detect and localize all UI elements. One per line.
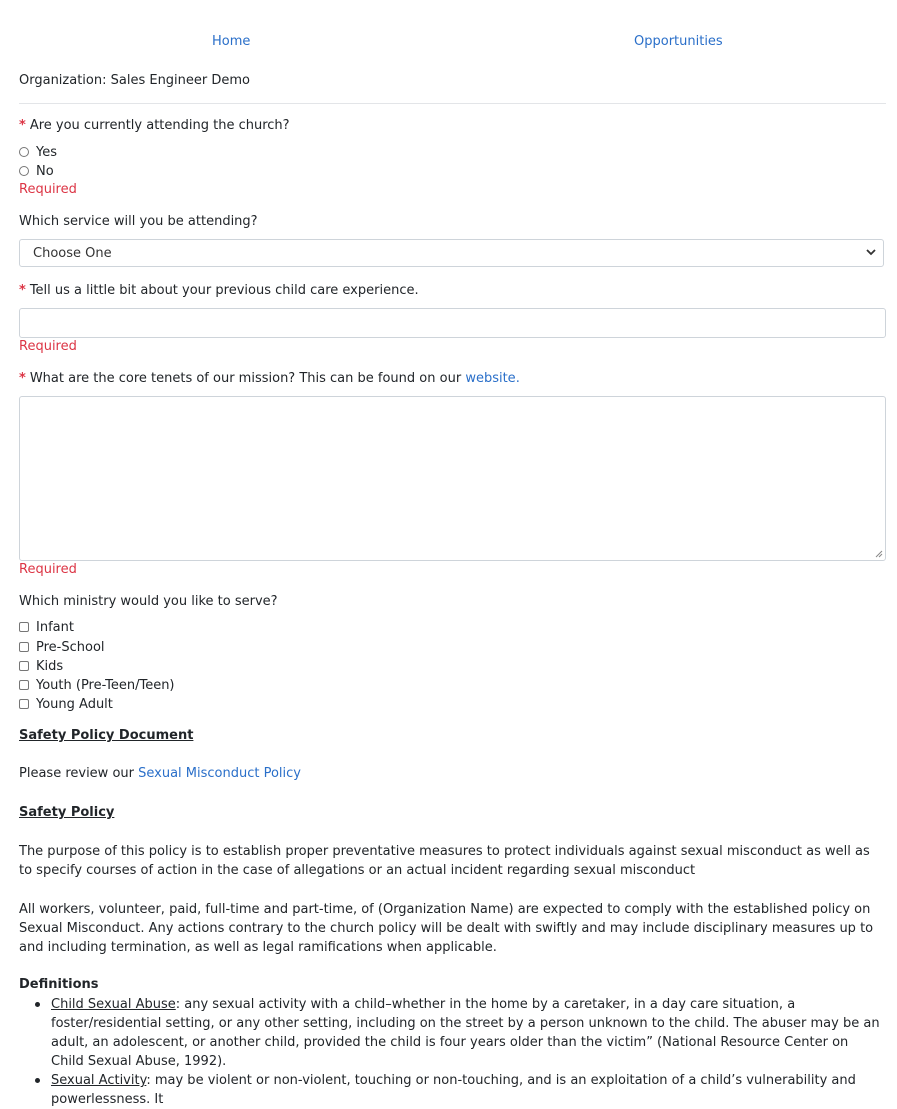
ministry-option-youth[interactable]: Youth (Pre-Teen/Teen)	[19, 676, 175, 694]
ministry-option-preschool[interactable]: Pre-School	[19, 638, 105, 656]
q1-label: * Are you currently attending the church?	[19, 118, 290, 133]
nav-opportunities-link[interactable]: Opportunities	[634, 34, 723, 49]
safety-policy-heading: Safety Policy	[19, 805, 115, 820]
q1-option-no[interactable]: No	[19, 162, 54, 180]
service-select-value: Choose One	[33, 245, 112, 261]
radio-yes[interactable]	[19, 147, 29, 157]
q2-label: Which service will you be attending?	[19, 214, 258, 229]
definitions-heading: Definitions	[19, 977, 99, 992]
q5-label: Which ministry would you like to serve?	[19, 594, 278, 609]
nav-home-link[interactable]: Home	[212, 34, 251, 49]
required-mark: *	[19, 283, 26, 298]
ministry-option-young-adult[interactable]: Young Adult	[19, 695, 113, 713]
definition-term: Sexual Activity	[51, 1073, 147, 1088]
checkbox-young-adult[interactable]	[19, 699, 29, 709]
q3-required-error: Required	[19, 339, 77, 354]
chevron-down-icon	[864, 245, 878, 259]
checkbox-kids[interactable]	[19, 661, 29, 671]
checkbox-youth[interactable]	[19, 680, 29, 690]
top-nav	[0, 34, 897, 52]
checkbox-infant[interactable]	[19, 622, 29, 632]
definition-text: : may be violent or non-violent, touching or non-touching, and is an exploitation of a child’s vulnerability and powerlessness. It	[51, 1073, 856, 1107]
required-mark: *	[19, 371, 26, 386]
mission-tenets-textarea[interactable]	[19, 396, 886, 561]
required-mark: *	[19, 118, 26, 133]
list-item	[33, 995, 885, 1071]
q1-required-error: Required	[19, 182, 77, 197]
safety-policy-document-heading: Safety Policy Document	[19, 728, 194, 743]
q3-label: * Tell us a little bit about your previous child care experience.	[19, 283, 419, 298]
bullet-icon	[35, 1078, 40, 1083]
q4-required-error: Required	[19, 562, 77, 577]
radio-no[interactable]	[19, 166, 29, 176]
website-link-period: .	[515, 371, 520, 386]
ministry-option-kids[interactable]: Kids	[19, 657, 63, 675]
divider	[19, 103, 886, 104]
bullet-icon	[35, 1002, 40, 1007]
policy-purpose-paragraph: The purpose of this policy is to establish proper preventative measures to protect individuals against sexual misconduct as well as to specify courses of action in the case of allegations or an actual incident regarding sexual misconduct	[19, 844, 870, 878]
definition-text: : any sexual activity with a child–whether in the home by a caretaker, in a day care situation, a foster/residential setting, or any other setting, including on the street by a person unknown to the child. The abuser may be an adult, an adolescent, or another child, provided the child is four years older than the victim” (National Resource Center on Child Sexual Abuse, 1992).	[51, 997, 880, 1069]
ministry-option-infant[interactable]: Infant	[19, 618, 74, 636]
definition-term: Child Sexual Abuse	[51, 997, 176, 1012]
checkbox-preschool[interactable]	[19, 642, 29, 652]
service-select[interactable]	[19, 239, 884, 267]
organization-label: Organization: Sales Engineer Demo	[19, 73, 251, 88]
website-link[interactable]: website	[465, 371, 516, 386]
q1-option-yes[interactable]: Yes	[19, 143, 57, 161]
review-policy-text: Please review our Sexual Misconduct Policy	[19, 766, 301, 781]
sexual-misconduct-policy-link[interactable]: Sexual Misconduct Policy	[138, 766, 301, 781]
child-care-experience-input[interactable]	[19, 308, 886, 338]
q4-label: * What are the core tenets of our mission? This can be found on our website.	[19, 371, 520, 386]
resize-grip-icon[interactable]	[873, 548, 883, 558]
policy-compliance-paragraph: All workers, volunteer, paid, full-time and part-time, of (Organization Name) are expected to comply with the established policy on Sexual Misconduct. Any actions contrary to the church policy will be dealt with swiftly and may include disciplinary measures up to and including termination, as well as legal ramifications when applicable.	[19, 902, 874, 955]
definitions-list	[33, 995, 885, 1109]
